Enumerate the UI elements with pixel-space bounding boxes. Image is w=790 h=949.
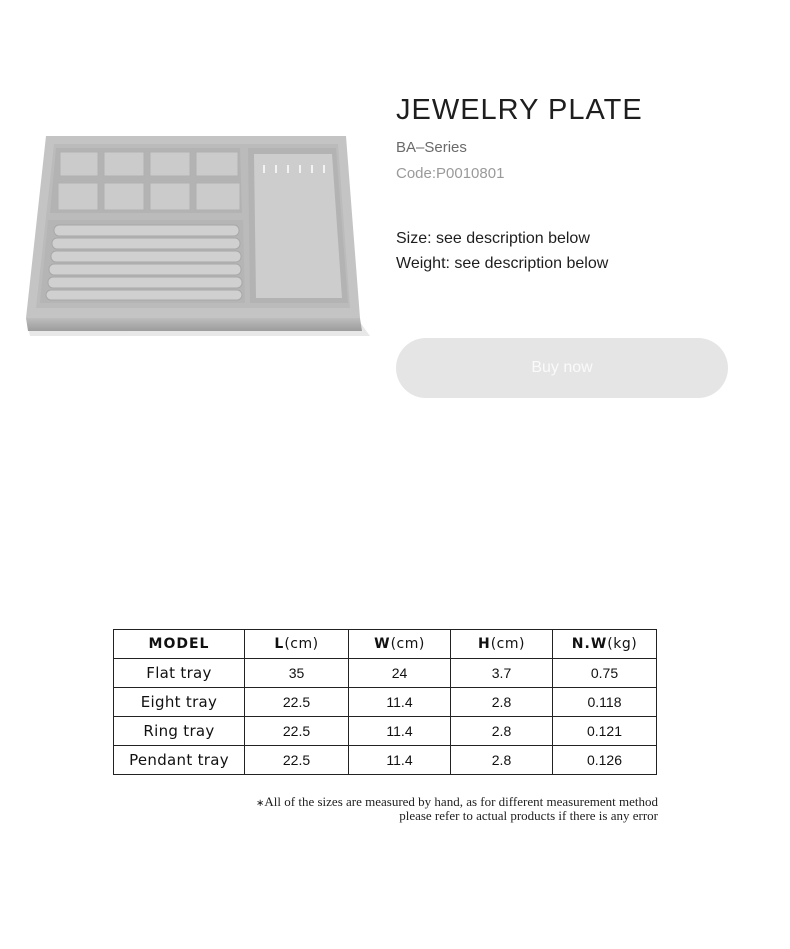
note-line-2: please refer to actual products if there is any error [399, 808, 658, 823]
cell-model: Flat tray [114, 659, 245, 688]
cell-height: 2.8 [451, 717, 553, 746]
table-row [114, 746, 657, 775]
table-row [114, 717, 657, 746]
cell-model: Ring tray [114, 717, 245, 746]
product-series: BA–Series [396, 139, 467, 156]
product-title: JEWELRY PLATE [396, 94, 643, 126]
cell-length: 22.5 [245, 717, 349, 746]
asterisk-icon: ∗ [256, 798, 265, 809]
weight-info: Weight: see description below [396, 255, 609, 272]
cell-model: Eight tray [114, 688, 245, 717]
cell-net-weight: 0.118 [553, 688, 657, 717]
table-row [114, 659, 657, 688]
buy-now-button[interactable]: Buy now [396, 338, 728, 398]
spec-table [113, 629, 657, 775]
cell-height: 2.8 [451, 688, 553, 717]
note-line-1: ∗All of the sizes are measured by hand, as for different measurement method [256, 794, 658, 809]
cell-width: 11.4 [349, 746, 451, 775]
cell-net-weight: 0.75 [553, 659, 657, 688]
size-info: Size: see description below [396, 230, 590, 247]
cell-length: 35 [245, 659, 349, 688]
measurement-note [150, 796, 658, 822]
cell-net-weight: 0.121 [553, 717, 657, 746]
cell-width: 24 [349, 659, 451, 688]
cell-length: 22.5 [245, 688, 349, 717]
table-header-row [114, 630, 657, 659]
cell-net-weight: 0.126 [553, 746, 657, 775]
header-model: MODEL [114, 630, 245, 659]
cell-model: Pendant tray [114, 746, 245, 775]
cell-width: 11.4 [349, 717, 451, 746]
cell-height: 3.7 [451, 659, 553, 688]
header-width: W(cm) [349, 630, 451, 659]
cell-height: 2.8 [451, 746, 553, 775]
cell-width: 11.4 [349, 688, 451, 717]
product-image [20, 128, 390, 346]
header-length: L(cm) [245, 630, 349, 659]
header-height: H(cm) [451, 630, 553, 659]
header-net-weight: N.W(kg) [553, 630, 657, 659]
table-row [114, 688, 657, 717]
product-code: Code:P0010801 [396, 165, 505, 182]
cell-length: 22.5 [245, 746, 349, 775]
